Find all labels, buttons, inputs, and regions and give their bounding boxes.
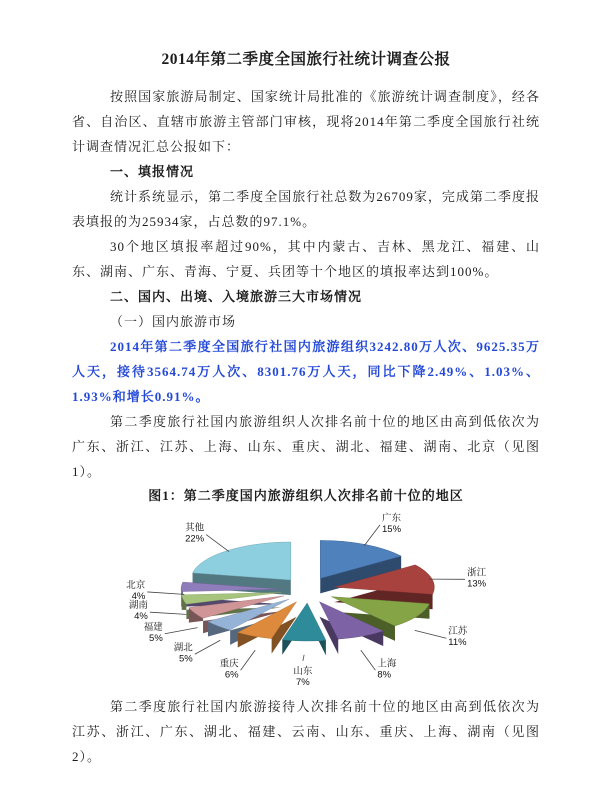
pie-slice-name-label-8: 湖南 bbox=[128, 600, 148, 612]
pie-slice-name-label-2: 江苏 bbox=[448, 626, 468, 638]
pie-slice-percent-label-1: 13% bbox=[467, 578, 487, 590]
pie-slice-name-label-6: 湖北 bbox=[173, 642, 193, 654]
pie-slice-percent-label-5: 6% bbox=[224, 669, 239, 681]
domestic-market-subheading: （一）国内旅游市场 bbox=[110, 314, 237, 329]
pie-slice-name-label-9: 北京 bbox=[126, 579, 146, 591]
intro-paragraph: 按照国家旅游局制定、国家统计局批准的《旅游统计调查制度》，经各省、自治区、直辖市旅游主管部门审核，现将2014年第二季度全国旅行社统计调查情况汇总公报如下： bbox=[72, 89, 540, 154]
pie-slice-percent-label-3: 8% bbox=[377, 669, 392, 681]
pie-slice-name-label-1: 浙江 bbox=[467, 567, 487, 579]
pie-slice-percent-label-7: 5% bbox=[149, 632, 163, 644]
pie-slice-name-label-10: 其他 bbox=[185, 522, 205, 534]
top10-organized-paragraph: 第二季度旅行社国内旅游组织人次排名前十位的地区由高到低依次为广东、浙江、江苏、上海、山东、重庆、湖北、福建、湖南、北京（见图1）。 bbox=[72, 414, 540, 479]
pie-slice-percent-label-4: 7% bbox=[296, 676, 310, 688]
pie-slice-name-label-0: 广东 bbox=[382, 512, 402, 524]
pie-label-leader-0 bbox=[364, 525, 380, 546]
pie-label-leader-6 bbox=[195, 640, 221, 654]
pie-slice-name-label-3: 上海 bbox=[377, 658, 397, 670]
figure1-caption: 图1：第二季度国内旅游组织人次排名前十位的地区 bbox=[148, 488, 464, 503]
pie-slice-name-label-4: 山东 bbox=[293, 665, 313, 677]
pie-label-leader-3 bbox=[361, 650, 376, 670]
pie-label-leader-4 bbox=[303, 655, 304, 661]
figure1-pie-chart bbox=[72, 510, 540, 690]
filing-regions-paragraph: 30个地区填报率超过90%，其中内蒙古、吉林、黑龙江、福建、山东、湖南、广东、青海、宁夏、兵团等十个地区的填报率达到100%。 bbox=[72, 239, 540, 279]
pie-label-leader-7 bbox=[165, 628, 198, 634]
domestic-stats-highlight-paragraph: 2014年第二季度全国旅行社国内旅游组织3242.80万人次、9625.35万人天，接待3564.74万人次、8301.76万人天，同比下降2.49%、1.03%、1.93%和增长0.91%。 bbox=[72, 339, 540, 404]
pie-slice-name-label-7: 福建 bbox=[143, 621, 163, 633]
pie-label-leader-8 bbox=[150, 612, 186, 614]
pie-slice-percent-label-6: 5% bbox=[179, 653, 193, 665]
pie-slice-percent-label-8: 4% bbox=[134, 611, 148, 623]
pie-slice-name-label-5: 重庆 bbox=[219, 658, 239, 670]
section1-heading: 一、填报情况 bbox=[110, 164, 195, 179]
pie-label-leader-5 bbox=[241, 650, 256, 670]
pie-chart-canvas bbox=[72, 510, 540, 690]
page-title: 2014年第二季度全国旅行社统计调查公报 bbox=[161, 51, 451, 68]
pie-slice-percent-label-10: 22% bbox=[185, 533, 205, 545]
pie-slice-percent-label-0: 15% bbox=[382, 523, 402, 535]
pie-label-leader-2 bbox=[415, 630, 447, 638]
top10-received-paragraph: 第二季度旅行社国内旅游接待人次排名前十位的地区由高到低依次为江苏、浙江、广东、湖北、福建、云南、山东、重庆、上海、湖南（见图2）。 bbox=[72, 699, 540, 764]
pie-slice-percent-label-9: 4% bbox=[131, 590, 146, 602]
pie-slice-percent-label-2: 11% bbox=[448, 637, 467, 649]
section2-heading: 二、国内、出境、入境旅游三大市场情况 bbox=[110, 289, 363, 304]
filing-stats-paragraph: 统计系统显示，第二季度全国旅行社总数为26709家，完成第二季度报表填报的为25934家，占总数的97.1%。 bbox=[72, 189, 540, 229]
pie-label-leader-9 bbox=[147, 592, 184, 594]
pie-label-leader-10 bbox=[206, 535, 229, 552]
